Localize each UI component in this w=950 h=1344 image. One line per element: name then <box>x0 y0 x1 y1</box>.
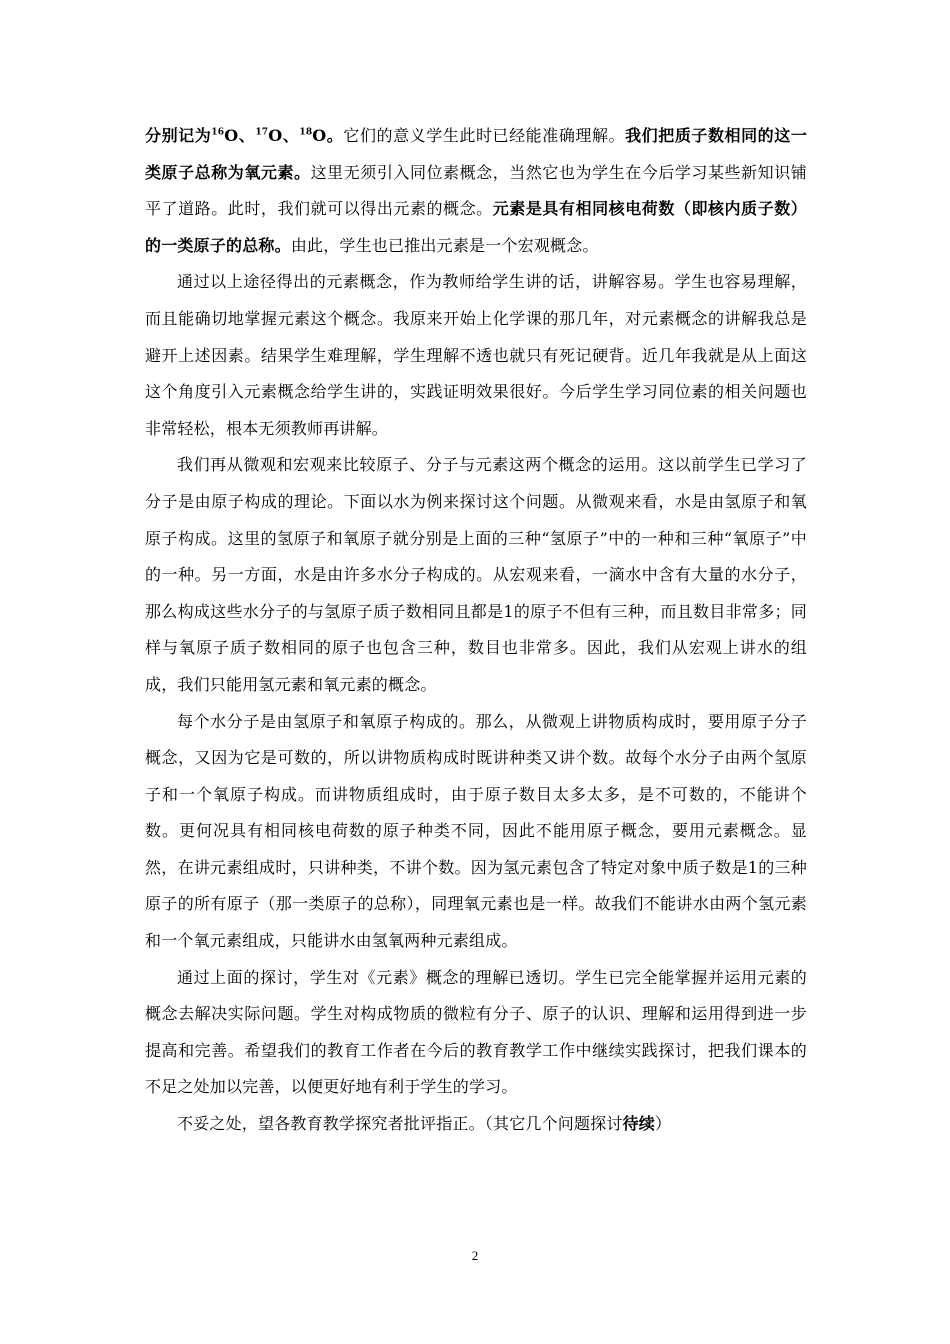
bold-definition-oxygen: 我们把质子数相同的这一类原子总称为氧元素。 <box>145 126 808 182</box>
paragraph-closing: 不妥之处，望各教育教学探究者批评指正。（其它几个问题探讨待续） <box>177 1114 672 1134</box>
page-number: 2 <box>471 1248 479 1263</box>
bold-definition-element: 元素是具有相同核电荷数（即核内质子数）的一类原子的总称。 <box>145 199 807 255</box>
paragraph-micro-macro-comparison: 我们再从微观和宏观来比较原子、分子与元素这两个概念的运用。这以前学生已学习了分子是由原子构成的理论。下面以水为例来探讨这个问题。从微观来看，水是由氢原子和氧原子构成。这里的氢原子和氧原子就分别是上面的三种“氢原子”中的一种和三种“氧原子”中的一种。另一方面，水是由许多水分子构成的。从宏观来看，一滴水中含有大量的水分子，那么构成这些水分子的与氢原子质子数相同且都是1的原子不但有三种，而且数目非常多；同样与氧原子质子数相同的原子也包含三种，数目也非常多。因此，我们从宏观上讲水的组成，我们只能用氢元素和氧元素的概念。 <box>145 455 807 694</box>
isotope-notation: 分别记为$^{16}$O、$^{17}$O、$^{18}$O。 <box>145 126 344 145</box>
paragraph-conclusion: 通过上面的探讨，学生对《元素》概念的理解已透切。学生已完全能掌握并运用元素的概念去解决实际问题。学生对构成物质的微粒有分子、原子的认识、理解和运用得到进一步提高和完善。希望我们的教育工作者在今后的教育教学工作中继续实践探讨，把我们课本的不足之处加以完善，以便更好地有利于学生的学习。 <box>145 967 807 1097</box>
sentence: 由此，学生也已推出元素是一个宏观概念。 <box>290 235 599 255</box>
sentence: 它们的意义学生此时已经能准确理解。 <box>343 126 626 145</box>
sentence: 这里无须引入同位素概念，当然它也为学生在今后学习某些新知识铺平了道路。此时，我们就可以得出元素的概念。 <box>145 162 807 219</box>
document-body <box>145 118 807 1143</box>
paragraph-water-molecule: 每个水分子是由氢原子和氧原子构成的。那么，从微观上讲物质构成时，要用原子分子概念，又因为它是可数的，所以讲物质构成时既讲种类又讲个数。故每个水分子由两个氢原子和一个氧原子构成。而讲物质组成时，由于原子数目太多太多，是不可数的，不能讲个数。更何况具有相同核电荷数的原子种类不同，因此不能用原子概念，要用元素概念。显然，在讲元素组成时，只讲种类，不讲个数。因为氢元素包含了特定对象中质子数是1的三种原子的所有原子（那一类原子的总称），同理氧元素也是一样。故我们不能讲水由两个氢元素和一个氧元素组成，只能讲水由氢氧两种元素组成。 <box>145 711 807 951</box>
to-be-continued: 待续 <box>622 1114 656 1134</box>
paragraph-oxygen-element <box>145 118 807 264</box>
paragraph-teaching-approach: 通过以上途径得出的元素概念，作为教师给学生讲的话，讲解容易。学生也容易理解，而且能确切地掌握元素这个概念。我原来开始上化学课的那几年，对元素概念的讲解我总是避开上述因素。结果学生难理解，学生理解不透也就只有死记硬背。近几年我就是从上面这这个角度引入元素概念给学生讲的，实践证明效果很好。今后学生学习同位素的相关问题也非常轻松，根本无须教师再讲解。 <box>145 272 807 438</box>
